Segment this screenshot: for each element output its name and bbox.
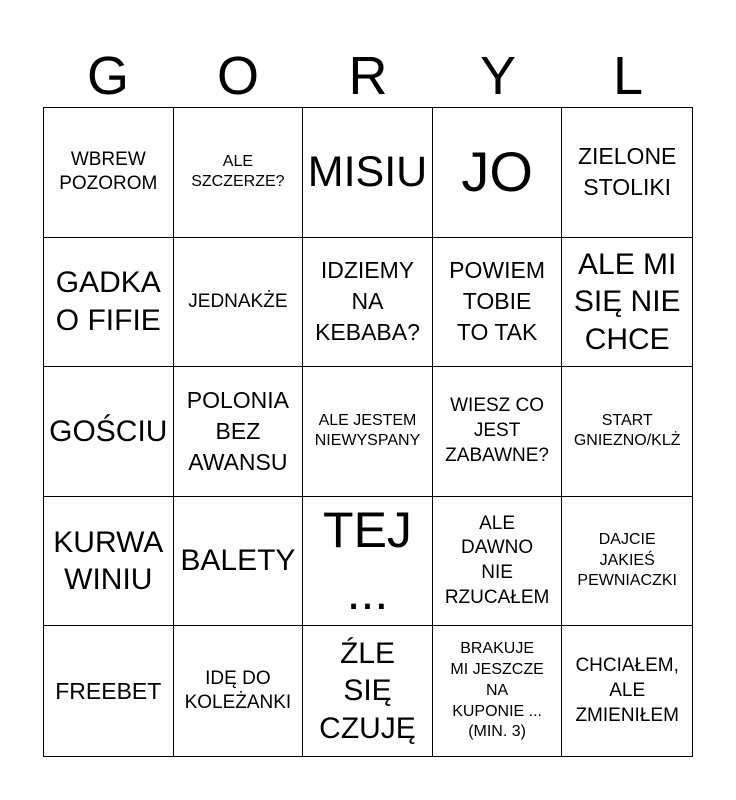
header-letter-l: L: [612, 46, 644, 106]
bingo-cell[interactable]: WBREW POZOROM: [44, 108, 174, 238]
bingo-cell[interactable]: ALE JESTEM NIEWYSPANY: [303, 367, 433, 497]
bingo-cell[interactable]: POWIEM TOBIE TO TAK: [433, 238, 563, 368]
bingo-cell[interactable]: JO: [433, 108, 563, 238]
bingo-cell[interactable]: BALETY: [174, 497, 304, 627]
bingo-cell[interactable]: ALE MI SIĘ NIE CHCE: [562, 238, 692, 368]
bingo-cell[interactable]: IDĘ DO KOLEŻANKI: [174, 626, 304, 756]
bingo-cell[interactable]: GOŚCIU: [44, 367, 174, 497]
header-letter-y: Y: [479, 46, 517, 106]
bingo-cell[interactable]: START GNIEZNO/KLŻ: [562, 367, 692, 497]
bingo-header: [43, 44, 693, 108]
header-letter-r: R: [348, 46, 388, 106]
bingo-cell[interactable]: GADKA O FIFIE: [44, 238, 174, 368]
bingo-cell[interactable]: DAJCIE JAKIEŚ PEWNIACZKI: [562, 497, 692, 627]
bingo-cell[interactable]: BRAKUJE MI JESZCZE NA KUPONIE ... (MIN. 3): [433, 626, 563, 756]
bingo-cell[interactable]: TEJ ...: [303, 497, 433, 627]
bingo-cell[interactable]: IDZIEMY NA KEBABA?: [303, 238, 433, 368]
header-letter-g: G: [86, 46, 129, 106]
bingo-cell[interactable]: MISIU: [303, 108, 433, 238]
bingo-cell[interactable]: ZIELONE STOLIKI: [562, 108, 692, 238]
bingo-cell[interactable]: KURWA WINIU: [44, 497, 174, 627]
bingo-board: [43, 107, 693, 757]
bingo-cell[interactable]: CHCIAŁEM, ALE ZMIENIŁEM: [575, 655, 679, 726]
bingo-cell[interactable]: ŹLE SIĘ CZUJĘ: [303, 626, 433, 756]
bingo-cell[interactable]: POLONIA BEZ AWANSU: [174, 367, 304, 497]
bingo-cell[interactable]: FREEBET: [44, 626, 174, 756]
bingo-cell[interactable]: JEDNAKŻE: [174, 238, 304, 368]
bingo-cell[interactable]: WIESZ CO JEST ZABAWNE?: [433, 367, 563, 497]
header-letter-o: O: [216, 46, 259, 106]
bingo-cell[interactable]: ALE SZCZERZE?: [174, 108, 304, 238]
bingo-cell[interactable]: ALE DAWNO NIE RZUCAŁEM: [433, 497, 563, 627]
